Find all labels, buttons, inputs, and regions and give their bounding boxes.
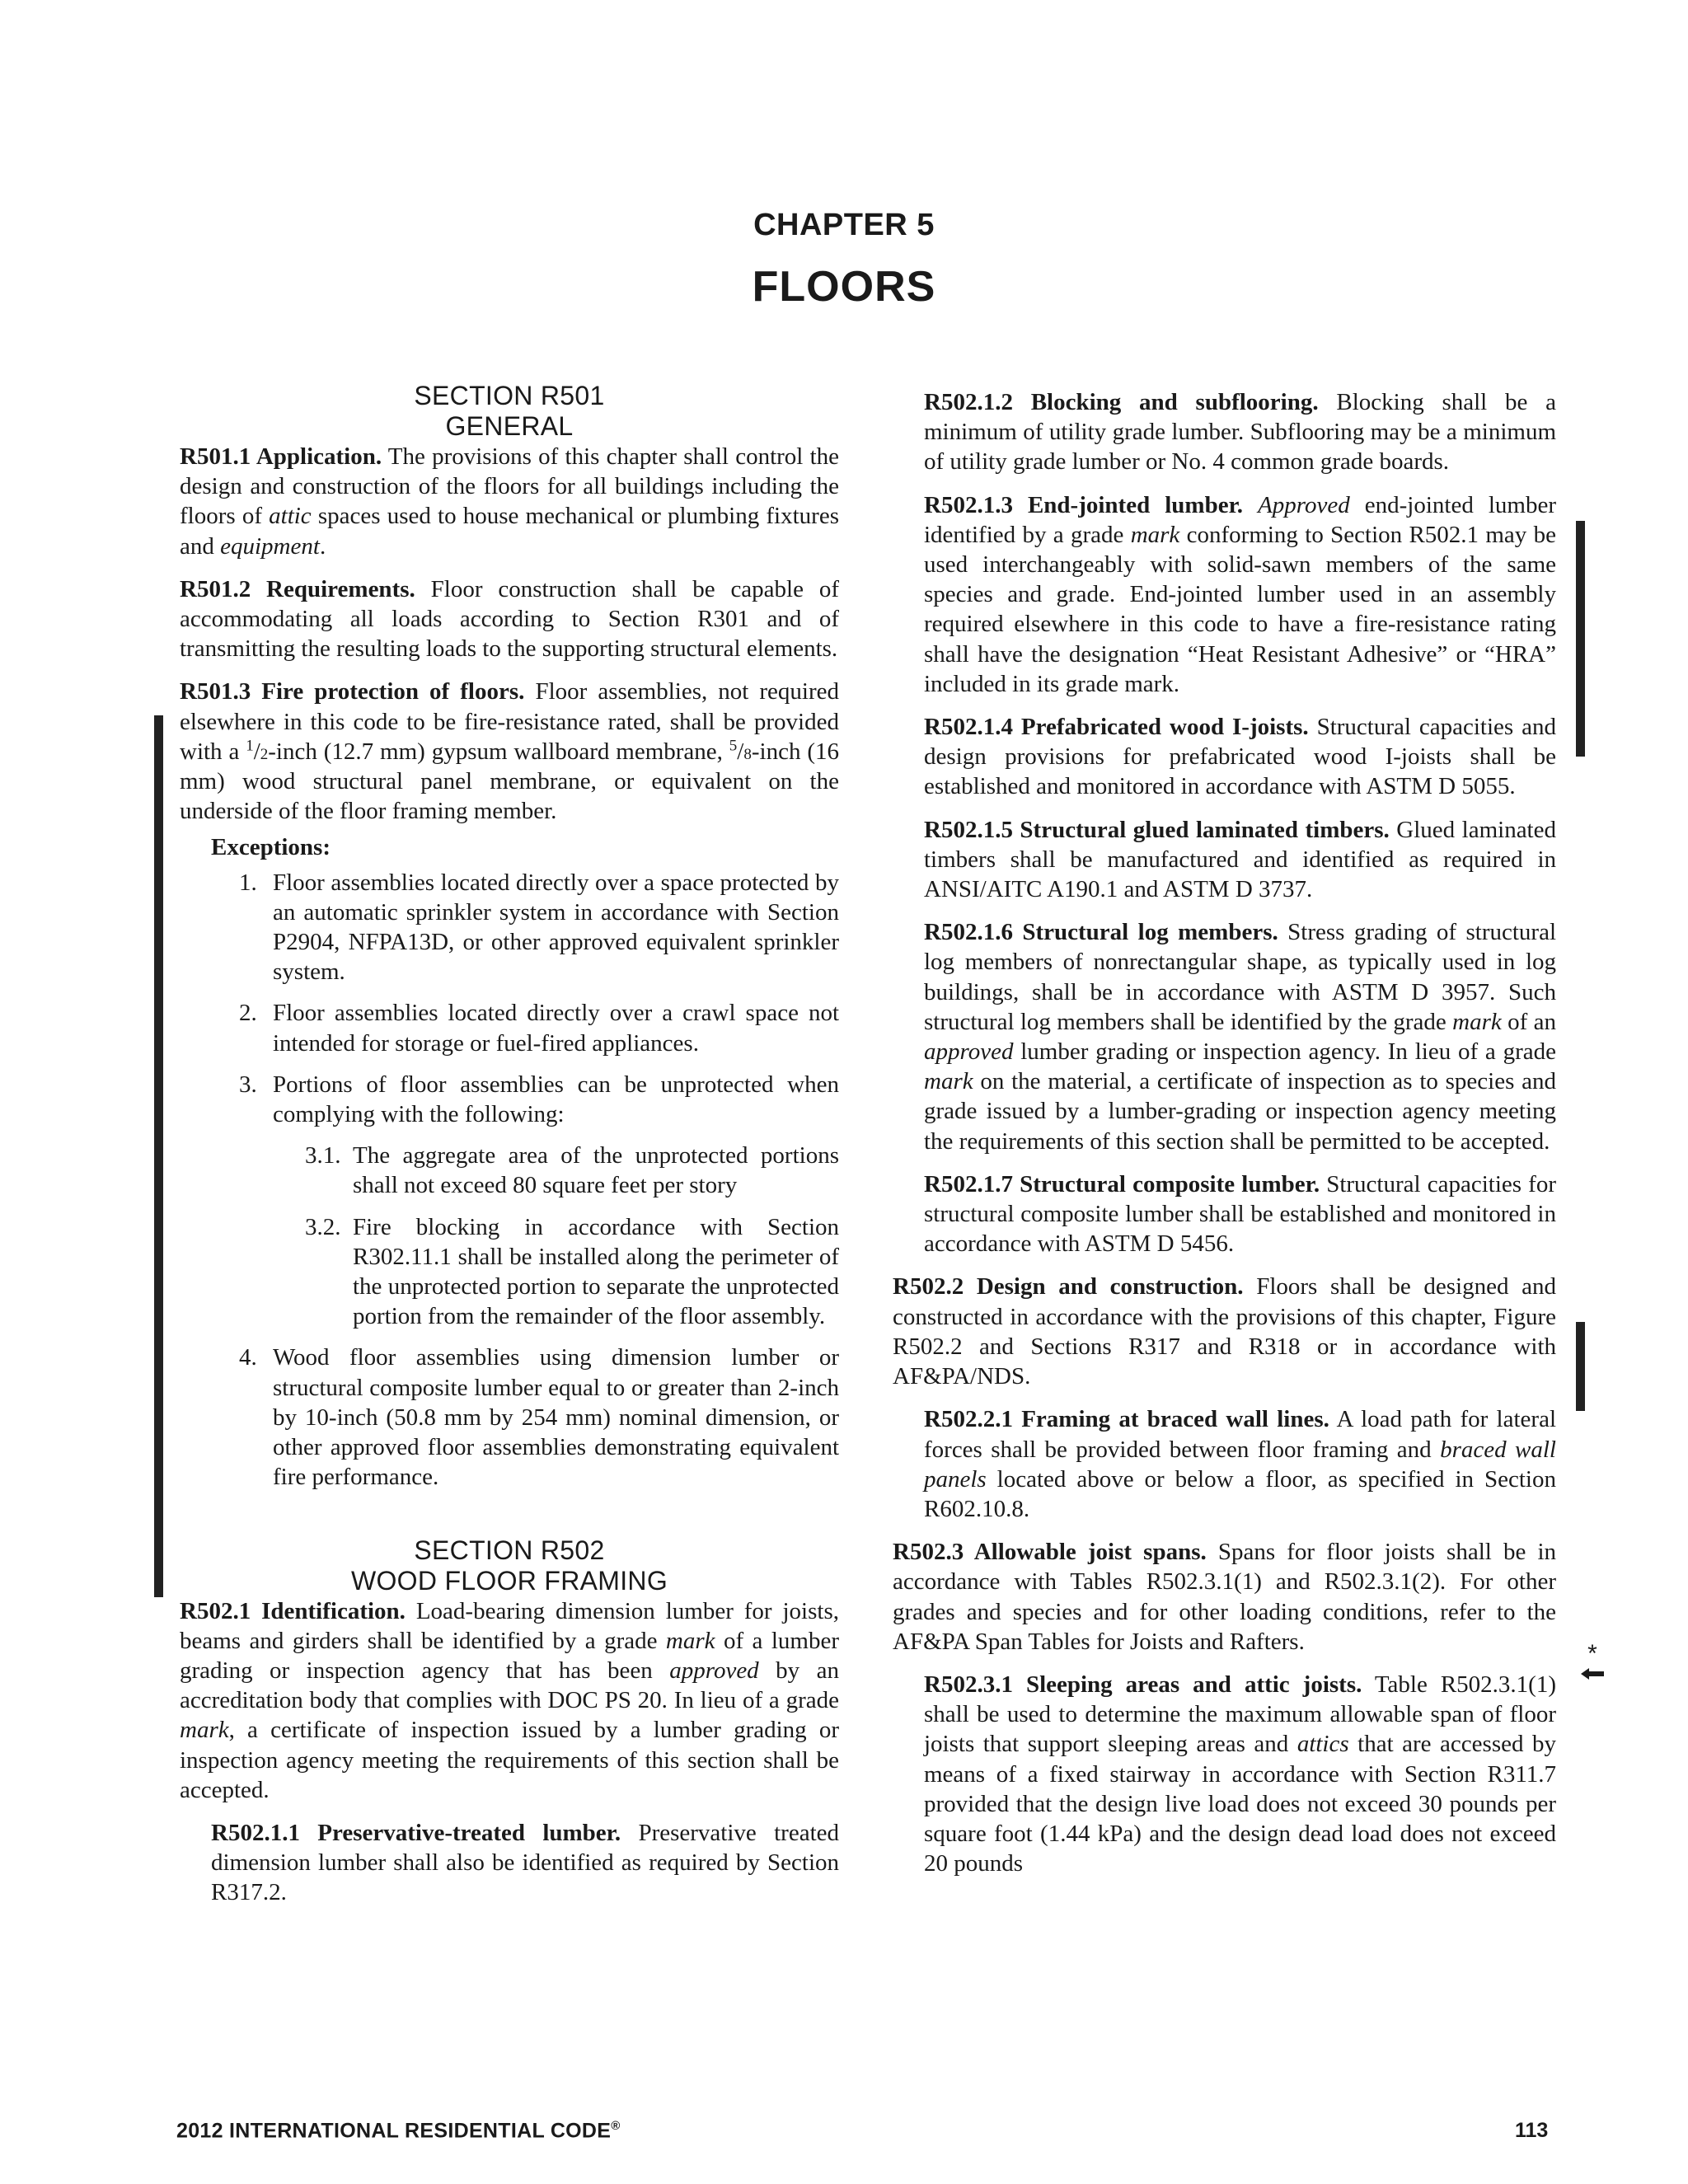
section-r501-heading: SECTION R501 GENERAL xyxy=(414,381,605,441)
para-r50215: R502.1.5 Structural glued laminated timbers. Glued laminated timbers shall be manufactured and identified as required in ANSI/AITC A190.1 and ASTM D 3737. xyxy=(924,816,1556,903)
para-r5011: R501.1 Application. The provisions of this chapter shall control the design and construction of the floors for all buildings including the floors of attic spaces used to house mechanical or plumbing fixtures and equipment. xyxy=(180,443,839,560)
para-r50217: R502.1.7 Structural composite lumber. Structural capacities for structural composite lumber shall be established and monitored in accordance with ASTM D 5456. xyxy=(924,1170,1556,1258)
chapter-title: FLOORS xyxy=(752,263,936,311)
footer-publication: 2012 INTERNATIONAL RESIDENTIAL CODE® xyxy=(176,2119,621,2143)
para-r5021: R502.1 Identification. Load-bearing dimension lumber for joists, beams and girders shall be identified by a grade mark of a lumber grading or inspection agency that has been approved by an accreditation body that complies with DOC PS 20. In lieu of a grade mark, a certificate of inspection issued by a lumber grading or inspection agency meeting the requirements of this section shall be accepted. xyxy=(180,1597,840,1803)
para-r5022: R502.2 Design and construction. Floors shall be designed and constructed in accordance with the provisions of this chapter, Figure R502.2 and Sections R317 and R318 or in accordance with AF&PA/NDS. xyxy=(893,1273,1556,1390)
exceptions-label: Exceptions: xyxy=(211,834,331,861)
exception-subitem: 3.2. Fire blocking in accordance with Section R302.11.1 shall be installed along the perimeter of the unprotected portion to separate the unprotected portion from the remainder of the floor assembly. xyxy=(305,1213,839,1330)
para-r5012: R501.2 Requirements. Floor construction shall be capable of accommodating all loads according to Section R301 and of transmitting the resulting loads to the supporting structural elements. xyxy=(180,575,840,663)
asterisk-icon: * xyxy=(1587,1640,1597,1667)
para-r50214: R502.1.4 Prefabricated wood I-joists. Structural capacities and design provisions for prefabricated wood I-joists shall be established and monitored in accordance with ASTM D 5055. xyxy=(924,714,1556,800)
right-column xyxy=(893,387,1556,1878)
change-bar-r50213 xyxy=(1576,521,1585,757)
chapter-label: CHAPTER 5 xyxy=(753,208,935,242)
change-bar-r50217 xyxy=(1576,1322,1585,1411)
para-r50211: R502.1.1 Preservative-treated lumber. Preservative treated dimension lumber shall also be identified as required by Section R317.2. xyxy=(211,1819,840,1906)
para-r5013: R501.3 Fire protection of floors. Floor assemblies, not required elsewhere in this code to be fire-resistance rated, shall be provided with a $^1$/2-inch (12.7 mm) gypsum wallboard membrane, $^5$/8-inch (16 mm) wood structural panel membrane, or equivalent on the underside of the floor framing member. xyxy=(180,678,839,825)
para-r50216: R502.1.6 Structural log members. Stress grading of structural log members of nonrectangular shape, as typically used in log buildings, shall be in accordance with ASTM D 3957. Such structural log members shall be identified by the grade mark of an approved lumber grading or inspection agency. In lieu of a grade mark on the material, a certificate of inspection as to species and grade issued by a lumber-grading or inspection agency meeting the requirements of this section shall be permitted to be accepted. xyxy=(924,919,1556,1155)
exception-item: 1. Floor assemblies located directly over a space protected by an automatic sprinkler system in accordance with Section P2904, NFPA13D, or other approved equivalent sprinkler system. xyxy=(239,869,839,986)
change-bar-r5013 xyxy=(154,715,163,1597)
exception-item: 3. Portions of floor assemblies can be unprotected when complying with the following: xyxy=(239,1071,839,1128)
para-r50213: R502.1.3 End-jointed lumber. Approved end-jointed lumber identified by a grade mark conforming to Section R502.1 may be used interchangeably with solid-sawn members of the same species and grade. End-jointed lumber used in an assembly required elsewhere in this code to have a fire-resistance rating shall have the designation “Heat Resistant Adhesive” or “HRA” included in its grade mark. xyxy=(924,491,1557,697)
arrow-left-icon xyxy=(1581,1668,1604,1680)
exception-item: 4. Wood floor assemblies using dimension lumber or structural composite lumber equal to or greater than 2-inch by 10-inch (50.8 mm by 254 mm) nominal dimension, or other approved floor assemblies demonstrating equivalent fire performance. xyxy=(239,1344,839,1491)
para-r50212: R502.1.2 Blocking and subflooring. Blocking shall be a minimum of utility grade lumber. Subflooring may be a minimum of utility grade lumber or No. 4 common grade boards. xyxy=(924,389,1556,476)
page-number: 113 xyxy=(1515,2119,1549,2142)
exception-item: 2. Floor assemblies located directly over a crawl space not intended for storage or fuel-fired appliances. xyxy=(239,1000,839,1057)
exception-subitem: 3.1. The aggregate area of the unprotected portions shall not exceed 80 square feet per story xyxy=(305,1142,839,1199)
section-r502-heading: SECTION R502 WOOD FLOOR FRAMING xyxy=(350,1535,668,1596)
deletion-marker xyxy=(1580,1642,1605,1680)
para-r50231: R502.3.1 Sleeping areas and attic joists. Table R502.3.1(1) shall be used to determine the maximum allowable span of floor joists that support sleeping areas and attics that are accessed by means of a fixed stairway in accordance with Section R311.7 provided that the design live load does not exceed 30 pounds per square foot (1.44 kPa) and the design dead load does not exceed 20 pounds xyxy=(924,1671,1556,1877)
para-r50221: R502.2.1 Framing at braced wall lines. A load path for lateral forces shall be provided between floor framing and braced wall panels located above or below a floor, as specified in Section R602.10.8. xyxy=(924,1406,1556,1522)
left-column xyxy=(180,381,839,1921)
para-r5023: R502.3 Allowable joist spans. Spans for floor joists shall be in accordance with Tables R502.3.1(1) and R502.3.1(2). For other grades and species and for other loading conditions, refer to the AF&PA Span Tables for Joists and Rafters. xyxy=(893,1539,1556,1655)
